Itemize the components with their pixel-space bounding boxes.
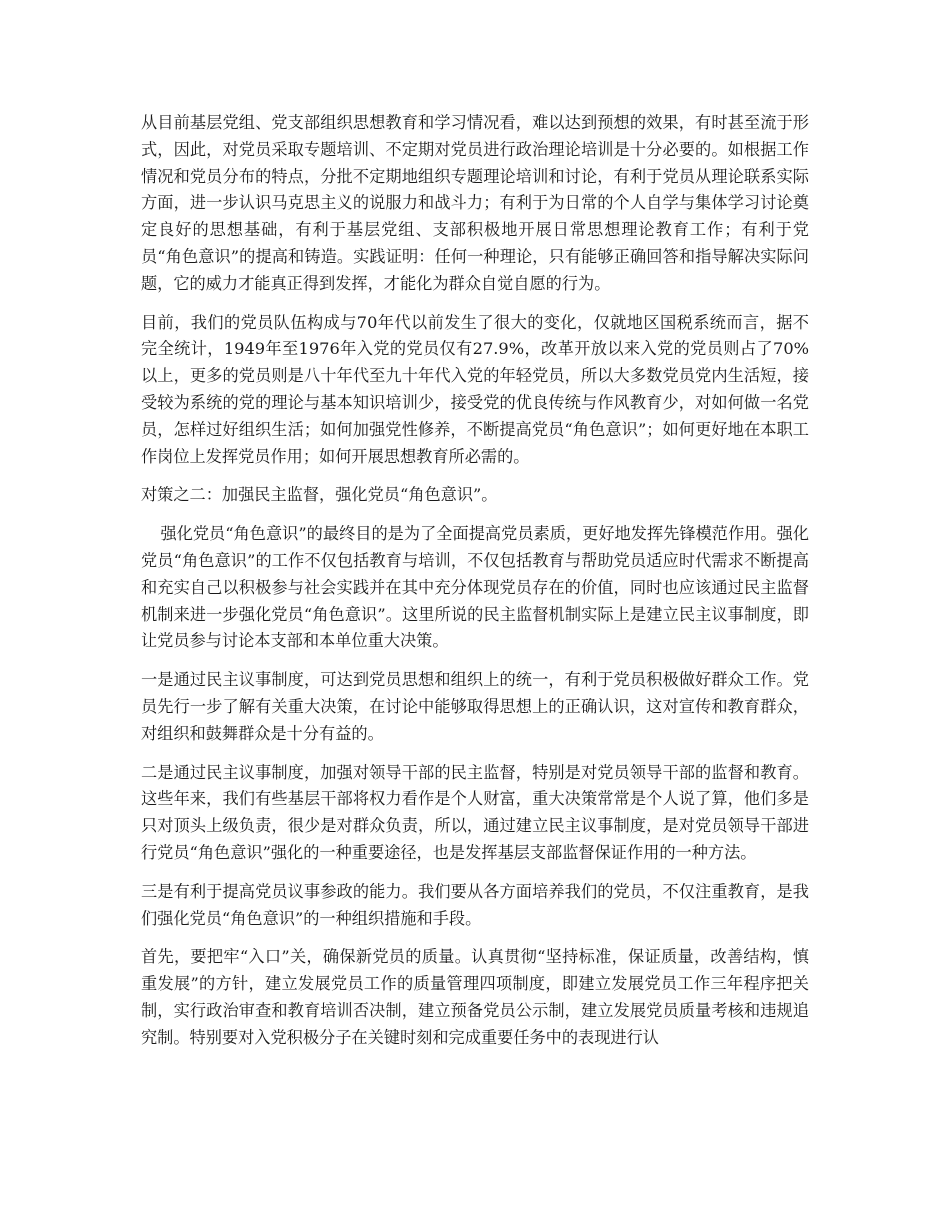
paragraph-strategy-two-heading: 对策之二：加强民主监督，强化党员“角色意识”。 (141, 485, 498, 505)
paragraph-firstly: 首先，要把牢“入口”关，确保新党员的质量。认真贯彻“坚持标准，保证质量，改善结构，慎重发展”的方针，建立发展党员工作的质量管理四项制度，即建立发展党员工作三年程序把关制，实行政治审查和教育培训否决制，建立预备党员公示制，建立发展党员质量考核和违规追究制。特别要对入党积极分子在关键时刻和完成重要任务中的表现进行认 (141, 947, 809, 1047)
paragraph-training: 从目前基层党组、党支部组织思想教育和学习情况看，难以达到预想的效果，有时甚至流于形式，因此，对党员采取专题培训、不定期对党员进行政治理论培训是十分必要的。如根据工作情况和党员分布的特点，分批不定期地组织专题理论培训和讨论，有利于党员从理论联系实际方面，进一步认识马克思主义的说服力和战斗力；有利于为日常的个人自学与集体学习讨论奠定良好的思想基础，有利于基层党组、支部积极地开展日常思想理论教育工作；有利于党员“角色意识”的提高和铸造。实践证明：任何一种理论，只有能够正确回答和指导解决实际问题，它的威力才能真正得到发挥，才能化为群众自觉自愿的行为。 (141, 113, 809, 293)
paragraph-point-two: 二是通过民主议事制度，加强对领导干部的民主监督，特别是对党员领导干部的监督和教育。这些年来，我们有些基层干部将权力看作是个人财富，重大决策常常是个人说了算，他们多是只对顶头上级负责，很少是对群众负责，所以，通过建立民主议事制度，是对党员领导干部进行党员“角色意识”强化的一种重要途径，也是发挥基层支部监督保证作用的一种方法。 (141, 762, 809, 862)
paragraph-point-one: 一是通过民主议事制度，可达到党员思想和组织上的统一，有利于党员积极做好群众工作。党员先行一步了解有关重大决策，在讨论中能够取得思想上的正确认识，这对宣传和教育群众，对组织和鼓舞群众是十分有益的。 (141, 670, 809, 743)
paragraph-role-awareness: 强化党员“角色意识”的最终目的是为了全面提高党员素质，更好地发挥先锋模范作用。强化党员“角色意识”的工作不仅包括教育与培训，不仅包括教育与帮助党员适应时代需求不断提高和充实自己以积极参与社会实践并在其中充分体现党员存在的价值，同时也应该通过民主监督机制来进一步强化党员“角色意识”。这里所说的民主监督机制实际上是建立民主议事制度，即让党员参与讨论本支部和本单位重大决策。 (141, 524, 809, 651)
document-body (141, 110, 809, 1064)
paragraph-point-three: 三是有利于提高党员议事参政的能力。我们要从各方面培养我们的党员，不仅注重教育，是我们强化党员“角色意识”的一种组织措施和手段。 (141, 881, 809, 928)
paragraph-membership-composition: 目前，我们的党员队伍构成与70年代以前发生了很大的变化，仅就地区国税系统而言，据不完全统计，1949年至1976年入党的党员仅有27.9%，改革开放以来入党的党员则占了70%以上，更多的党员则是八十年代至九十年代入党的年轻党员，所以大多数党员党内生活短，接受较为系统的党的理论与基本知识培训少，接受党的优良传统与作风教育少，对如何做一名党员，怎样过好组织生活；如何加强党性修养，不断提高党员“角色意识”；如何更好地在本职工作岗位上发挥党员作用；如何开展思想教育所必需的。 (141, 312, 809, 466)
